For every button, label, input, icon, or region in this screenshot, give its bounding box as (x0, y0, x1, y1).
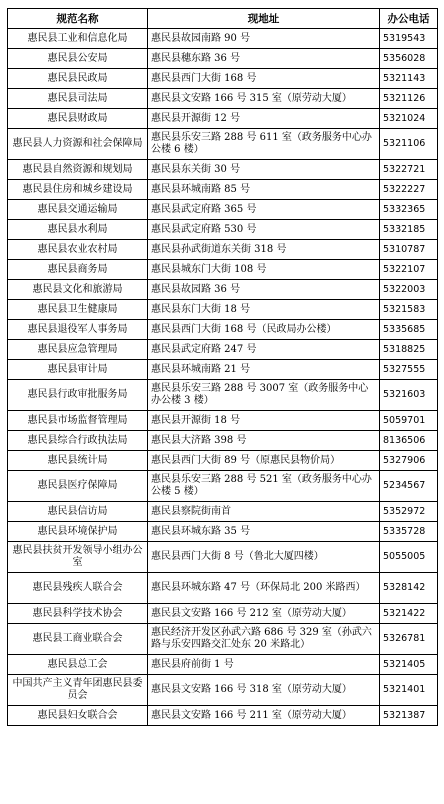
cell-name: 惠民县农业农村局 (8, 240, 148, 260)
table-row (8, 340, 438, 360)
cell-address: 惠民县文安路 166 号 211 室（原劳动大厦） (148, 706, 380, 726)
table-row (8, 451, 438, 471)
cell-phone: 5321024 (380, 109, 438, 129)
table-row (8, 542, 438, 573)
cell-address: 惠民县东关街 30 号 (148, 160, 380, 180)
cell-phone: 5059701 (380, 411, 438, 431)
cell-name: 惠民县工业和信息化局 (8, 29, 148, 49)
cell-phone: 5322107 (380, 260, 438, 280)
header-name: 规范名称 (8, 9, 148, 29)
cell-name: 惠民县科学技术协会 (8, 604, 148, 624)
cell-phone: 5321106 (380, 129, 438, 160)
cell-name: 惠民县审计局 (8, 360, 148, 380)
table-row (8, 29, 438, 49)
cell-address: 惠民县城东门大街 108 号 (148, 260, 380, 280)
cell-address: 惠民县乐安三路 288 号 3007 室（政务服务中心办公楼 3 楼） (148, 380, 380, 411)
table-row (8, 502, 438, 522)
header-address: 现地址 (148, 9, 380, 29)
cell-name: 惠民县扶贫开发领导小组办公室 (8, 542, 148, 573)
cell-phone: 5234567 (380, 471, 438, 502)
table-row (8, 360, 438, 380)
cell-address: 惠民县环城东路 47 号（环保局北 200 米路西） (148, 573, 380, 604)
cell-name: 惠民县总工会 (8, 655, 148, 675)
header-phone: 办公电话 (380, 9, 438, 29)
cell-address: 惠民经济开发区孙武六路 686 号 329 室（孙武六路与乐安四路交汇处东 20 米路北） (148, 624, 380, 655)
table-row (8, 160, 438, 180)
cell-name: 惠民县住房和城乡建设局 (8, 180, 148, 200)
cell-phone: 5327555 (380, 360, 438, 380)
cell-phone: 5055005 (380, 542, 438, 573)
office-directory (7, 8, 437, 726)
cell-name: 惠民县交通运输局 (8, 200, 148, 220)
cell-address: 惠民县环城南路 21 号 (148, 360, 380, 380)
table-row (8, 89, 438, 109)
cell-address: 惠民县故园路 36 号 (148, 280, 380, 300)
cell-name: 惠民县人力资源和社会保障局 (8, 129, 148, 160)
cell-name: 惠民县统计局 (8, 451, 148, 471)
table-row (8, 624, 438, 655)
cell-name: 惠民县自然资源和规划局 (8, 160, 148, 180)
table-row (8, 320, 438, 340)
cell-address: 惠民县环城东路 35 号 (148, 522, 380, 542)
table-row (8, 471, 438, 502)
cell-phone: 5321126 (380, 89, 438, 109)
cell-address: 惠民县西门大街 89 号（原惠民县物价局） (148, 451, 380, 471)
cell-phone: 5322721 (380, 160, 438, 180)
cell-phone: 5321603 (380, 380, 438, 411)
cell-phone: 5335685 (380, 320, 438, 340)
table-row (8, 49, 438, 69)
cell-name: 惠民县妇女联合会 (8, 706, 148, 726)
cell-phone: 5310787 (380, 240, 438, 260)
cell-phone: 5335728 (380, 522, 438, 542)
cell-phone: 5356028 (380, 49, 438, 69)
cell-address: 惠民县开源街 12 号 (148, 109, 380, 129)
cell-phone: 5327906 (380, 451, 438, 471)
table-row (8, 522, 438, 542)
cell-address: 惠民县武定府路 247 号 (148, 340, 380, 360)
cell-address: 惠民县大济路 398 号 (148, 431, 380, 451)
cell-phone: 5322003 (380, 280, 438, 300)
cell-phone: 5321583 (380, 300, 438, 320)
cell-phone: 5321387 (380, 706, 438, 726)
cell-phone: 5332185 (380, 220, 438, 240)
cell-name: 惠民县公安局 (8, 49, 148, 69)
cell-phone: 5321405 (380, 655, 438, 675)
office-directory-table (7, 8, 438, 726)
cell-address: 惠民县武定府路 365 号 (148, 200, 380, 220)
cell-name: 中国共产主义青年团惠民县委员会 (8, 675, 148, 706)
table-row (8, 573, 438, 604)
cell-name: 惠民县退役军人事务局 (8, 320, 148, 340)
cell-address: 惠民县文安路 166 号 212 室（原劳动大厦） (148, 604, 380, 624)
cell-name: 惠民县行政审批服务局 (8, 380, 148, 411)
cell-phone: 5322227 (380, 180, 438, 200)
cell-phone: 5332365 (380, 200, 438, 220)
cell-address: 惠民县文安路 166 号 315 室（原劳动大厦） (148, 89, 380, 109)
cell-address: 惠民县故园南路 90 号 (148, 29, 380, 49)
cell-phone: 5328142 (380, 573, 438, 604)
cell-name: 惠民县民政局 (8, 69, 148, 89)
cell-address: 惠民县穗东路 36 号 (148, 49, 380, 69)
table-row (8, 431, 438, 451)
cell-address: 惠民县东门大街 18 号 (148, 300, 380, 320)
cell-address: 惠民县武定府路 530 号 (148, 220, 380, 240)
cell-name: 惠民县综合行政执法局 (8, 431, 148, 451)
table-row (8, 411, 438, 431)
cell-name: 惠民县文化和旅游局 (8, 280, 148, 300)
cell-name: 惠民县医疗保障局 (8, 471, 148, 502)
table-row (8, 604, 438, 624)
cell-name: 惠民县商务局 (8, 260, 148, 280)
cell-name: 惠民县财政局 (8, 109, 148, 129)
cell-phone: 8136506 (380, 431, 438, 451)
cell-address: 惠民县西门大街 168 号 (148, 69, 380, 89)
cell-address: 惠民县乐安三路 288 号 611 室（政务服务中心办公楼 6 楼） (148, 129, 380, 160)
table-row (8, 129, 438, 160)
table-row (8, 706, 438, 726)
cell-phone: 5352972 (380, 502, 438, 522)
cell-phone: 5321143 (380, 69, 438, 89)
table-row (8, 220, 438, 240)
table-row (8, 280, 438, 300)
cell-address: 惠民县西门大街 8 号（鲁北大厦四楼） (148, 542, 380, 573)
table-row (8, 675, 438, 706)
cell-name: 惠民县市场监督管理局 (8, 411, 148, 431)
cell-name: 惠民县环境保护局 (8, 522, 148, 542)
cell-phone: 5319543 (380, 29, 438, 49)
cell-name: 惠民县司法局 (8, 89, 148, 109)
cell-address: 惠民县开源街 18 号 (148, 411, 380, 431)
cell-name: 惠民县信访局 (8, 502, 148, 522)
cell-phone: 5321401 (380, 675, 438, 706)
table-row (8, 200, 438, 220)
table-row (8, 655, 438, 675)
cell-address: 惠民县西门大街 168 号（民政局办公楼） (148, 320, 380, 340)
table-row (8, 240, 438, 260)
cell-name: 惠民县残疾人联合会 (8, 573, 148, 604)
table-row (8, 69, 438, 89)
table-row (8, 300, 438, 320)
cell-address: 惠民县孙武街道东关街 318 号 (148, 240, 380, 260)
table-header-row (8, 9, 438, 29)
cell-name: 惠民县水利局 (8, 220, 148, 240)
cell-phone: 5318825 (380, 340, 438, 360)
cell-address: 惠民县察院街南首 (148, 502, 380, 522)
cell-name: 惠民县应急管理局 (8, 340, 148, 360)
cell-name: 惠民县工商业联合会 (8, 624, 148, 655)
table-row (8, 260, 438, 280)
cell-address: 惠民县府前街 1 号 (148, 655, 380, 675)
cell-address: 惠民县环城南路 85 号 (148, 180, 380, 200)
cell-phone: 5326781 (380, 624, 438, 655)
cell-address: 惠民县文安路 166 号 318 室（原劳动大厦） (148, 675, 380, 706)
cell-name: 惠民县卫生健康局 (8, 300, 148, 320)
table-row (8, 180, 438, 200)
table-row (8, 109, 438, 129)
table-row (8, 380, 438, 411)
cell-address: 惠民县乐安三路 288 号 521 室（政务服务中心办公楼 5 楼） (148, 471, 380, 502)
cell-phone: 5321422 (380, 604, 438, 624)
